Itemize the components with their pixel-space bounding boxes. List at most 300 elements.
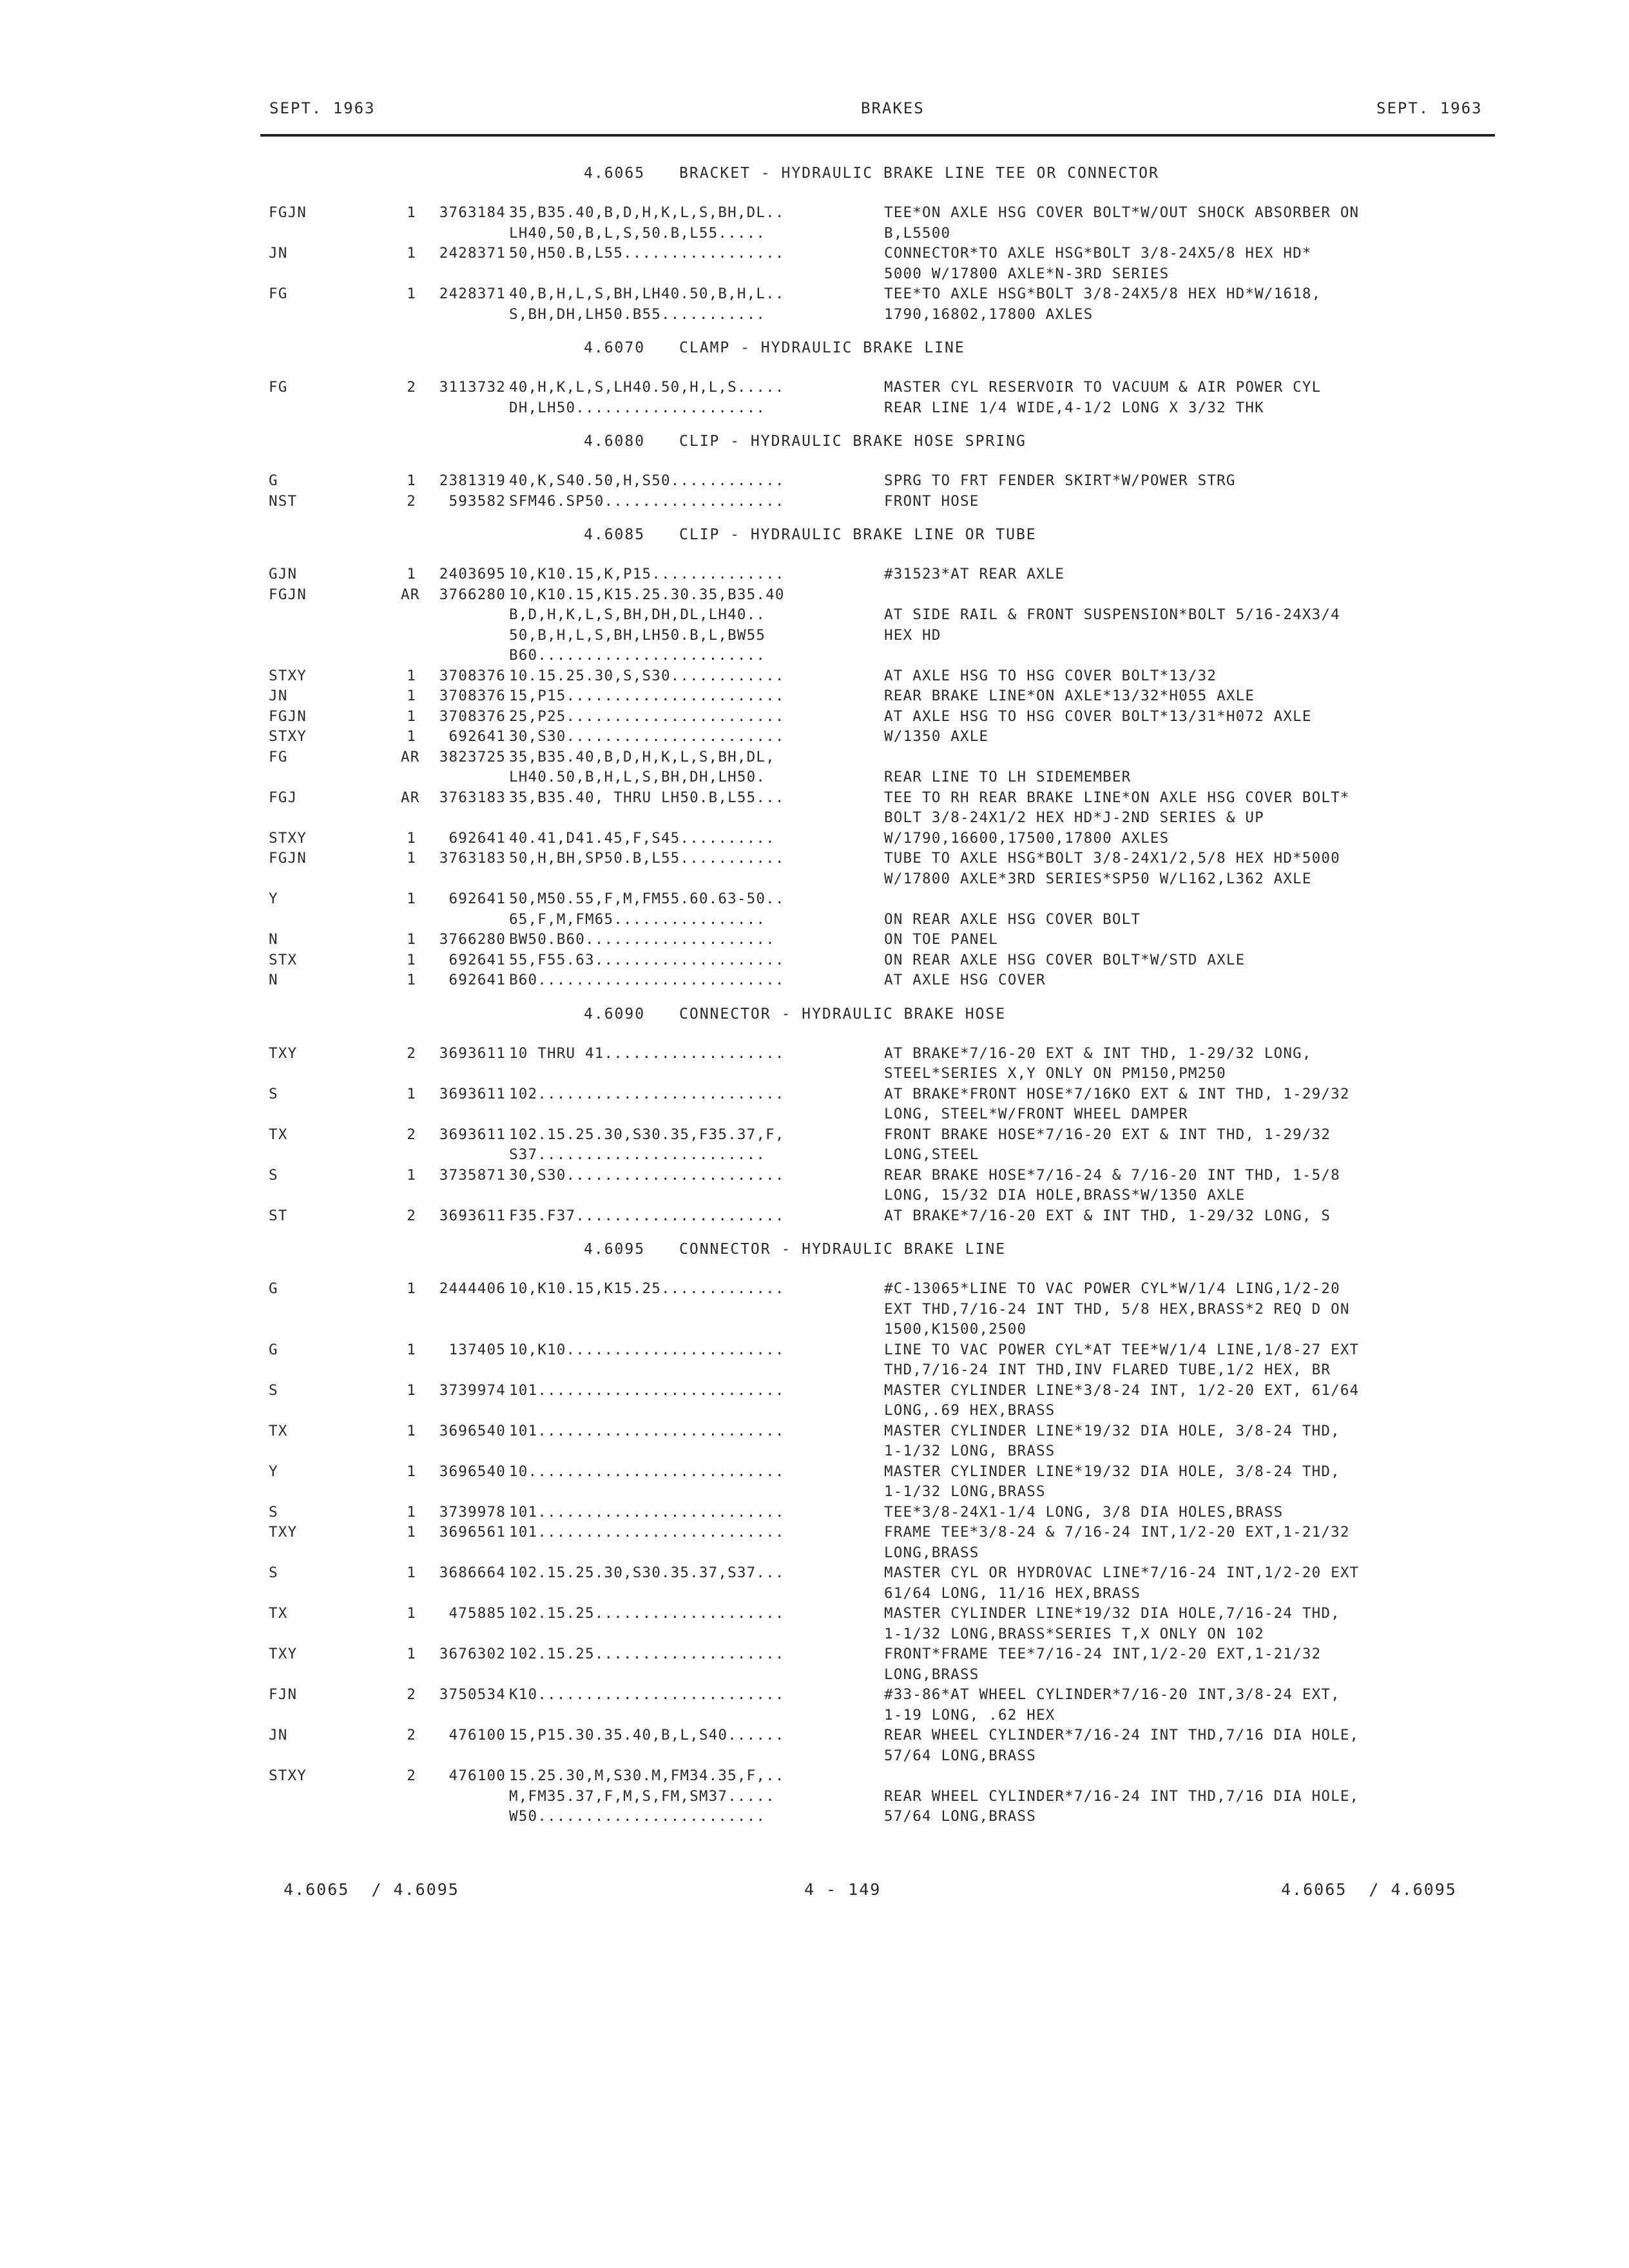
part-entry: [0, 1766, 1629, 1827]
application: 101..........................: [509, 1381, 785, 1399]
application: 35,B35.40, THRU LH50.B,L55...: [509, 789, 785, 806]
description: REAR LINE TO LH SIDEMEMBER: [884, 769, 1132, 785]
description: ON REAR AXLE HSG COVER BOLT*W/STD AXLE: [884, 951, 1246, 968]
section-heading: [584, 1004, 1629, 1024]
section-title: CLIP - HYDRAULIC BRAKE LINE OR TUBE: [679, 526, 1037, 543]
description: LONG,STEEL: [884, 1146, 979, 1163]
entry-line: [0, 1482, 1629, 1503]
entry-line: [0, 808, 1629, 829]
entry-line: [0, 1044, 1629, 1064]
description: AT AXLE HSG TO HSG COVER BOLT*13/31*H072 AXLE: [884, 707, 1312, 725]
part-number: 3693611: [439, 1126, 506, 1143]
part-entry: [0, 1166, 1629, 1206]
part-number: 2403695: [439, 566, 506, 582]
application: 10,K10.15,K15.25.30.35,B35.40: [509, 586, 785, 603]
section-heading: [584, 524, 1629, 545]
quantity: 1: [407, 1646, 416, 1662]
application: K10..........................: [509, 1686, 785, 1703]
model-code: TXY: [269, 1044, 298, 1062]
part-entry: [0, 829, 1629, 849]
model-code: S: [269, 1564, 278, 1581]
catalog-section: [0, 524, 1629, 999]
parts-listing: [0, 158, 1629, 1835]
description: REAR BRAKE HOSE*7/16-24 & 7/16-20 INT THD, 1-5/8: [884, 1166, 1340, 1184]
quantity: AR: [401, 789, 420, 806]
part-entry: [0, 930, 1629, 950]
catalog-section: [0, 1004, 1629, 1235]
entry-line: [0, 1084, 1629, 1105]
model-code: STXY: [269, 728, 307, 745]
application: 30,S30.......................: [509, 1166, 785, 1184]
part-entry: [0, 203, 1629, 244]
application: 10.15.25.30,S,S30............: [509, 667, 785, 684]
quantity: 1: [407, 1503, 416, 1521]
model-code: G: [269, 472, 278, 489]
application: B,D,H,K,L,S,BH,DH,DL,LH40..: [509, 606, 766, 623]
application: 25,P25.......................: [509, 707, 785, 725]
quantity: 1: [407, 566, 416, 582]
description: 1-19 LONG, .62 HEX: [884, 1706, 1055, 1724]
entry-line: [0, 203, 1629, 224]
quantity: 2: [407, 1126, 416, 1143]
quantity: 1: [407, 472, 416, 489]
application: 30,S30.......................: [509, 728, 785, 745]
part-entry: [0, 1381, 1629, 1421]
part-number: 3113732: [439, 379, 506, 396]
entry-line: [0, 1381, 1629, 1401]
quantity: 1: [407, 972, 416, 988]
part-entry: [0, 889, 1629, 930]
section-number: 4.6070: [584, 340, 646, 356]
model-code: FJN: [269, 1686, 298, 1703]
part-entry: [0, 1279, 1629, 1340]
entry-line: [0, 1644, 1629, 1665]
description: FRONT HOSE: [884, 492, 979, 510]
model-code: TXY: [269, 1646, 298, 1662]
part-entry: [0, 284, 1629, 325]
part-number: 3693611: [439, 1085, 506, 1102]
entry-line: [0, 585, 1629, 606]
model-code: FG: [269, 285, 288, 302]
model-code: FGJN: [269, 586, 307, 603]
application: 10 THRU 41...................: [509, 1044, 785, 1062]
part-entry: [0, 1421, 1629, 1462]
entry-line: [0, 1125, 1629, 1146]
application: 15,P15.......................: [509, 687, 785, 704]
description: REAR LINE 1/4 WIDE,4-1/2 LONG X 3/32 THK: [884, 399, 1264, 416]
description: 57/64 LONG,BRASS: [884, 1808, 1036, 1825]
entry-line: [0, 1166, 1629, 1186]
part-number: 3750534: [439, 1686, 506, 1703]
application: F35.F37......................: [509, 1207, 785, 1224]
section-number: 4.6085: [584, 526, 646, 543]
quantity: 1: [407, 1524, 416, 1541]
entry-line: [0, 1462, 1629, 1483]
part-number: 692641: [448, 829, 506, 847]
part-entry: [0, 244, 1629, 284]
section-heading: [584, 338, 1629, 358]
part-entry: [0, 727, 1629, 747]
entry-line: [0, 1604, 1629, 1624]
quantity: AR: [401, 586, 420, 603]
model-code: TX: [269, 1605, 288, 1622]
part-entry: [0, 1206, 1629, 1227]
entry-line: [0, 471, 1629, 492]
model-code: JN: [269, 245, 288, 262]
part-entry: [0, 1044, 1629, 1084]
description: TEE*ON AXLE HSG COVER BOLT*W/OUT SHOCK ABSORBER ON: [884, 204, 1360, 221]
part-number: 3739974: [439, 1381, 506, 1399]
application: 50,M50.55,F,M,FM55.60.63-50..: [509, 890, 785, 907]
description: LONG, STEEL*W/FRONT WHEEL DAMPER: [884, 1106, 1188, 1122]
part-entry: [0, 788, 1629, 829]
model-code: FGJN: [269, 850, 307, 867]
part-entry: [0, 585, 1629, 666]
description: W/1790,16600,17500,17800 AXLES: [884, 829, 1170, 847]
entry-line: [0, 1624, 1629, 1645]
description: 61/64 LONG, 11/16 HEX,BRASS: [884, 1584, 1141, 1602]
model-code: STX: [269, 951, 298, 968]
application: 40.41,D41.45,F,S45..........: [509, 829, 775, 847]
application: 102.15.25.30,S30.35,F35.37,F,: [509, 1126, 785, 1143]
quantity: 2: [407, 1044, 416, 1062]
quantity: 1: [407, 890, 416, 907]
description: SPRG TO FRT FENDER SKIRT*W/POWER STRG: [884, 472, 1236, 489]
entry-line: [0, 1584, 1629, 1604]
application: 102.15.25....................: [509, 1605, 785, 1622]
part-number: 3708376: [439, 707, 506, 725]
description: MASTER CYL OR HYDROVAC LINE*7/16-24 INT,1/2-20 EXT: [884, 1564, 1360, 1581]
catalog-section: [0, 163, 1629, 332]
model-code: S: [269, 1503, 278, 1521]
application: LH40,50,B,L,S,50.B,L55.....: [509, 224, 766, 242]
part-number: 3823725: [439, 748, 506, 765]
application: S37........................: [509, 1146, 766, 1163]
entry-line: [0, 767, 1629, 788]
part-number: 3735871: [439, 1166, 506, 1184]
quantity: 1: [407, 1381, 416, 1399]
part-number: 3708376: [439, 687, 506, 704]
part-number: 3696540: [439, 1463, 506, 1480]
description: B,L5500: [884, 224, 951, 242]
application: B60..........................: [509, 972, 785, 988]
application: 15,P15.30.35.40,B,L,S40......: [509, 1727, 785, 1744]
part-number: 3693611: [439, 1207, 506, 1224]
quantity: 1: [407, 1341, 416, 1358]
header-rule: [260, 134, 1495, 137]
description: EXT THD,7/16-24 INT THD, 5/8 HEX,BRASS*2 REQ D ON: [884, 1300, 1350, 1318]
description: BOLT 3/8-24X1/2 HEX HD*J-2ND SERIES & UP: [884, 809, 1264, 826]
entry-line: [0, 829, 1629, 849]
description: 1-1/32 LONG,BRASS: [884, 1483, 1046, 1500]
entry-line: [0, 1746, 1629, 1767]
entry-line: [0, 1665, 1629, 1686]
model-code: G: [269, 1280, 278, 1297]
section-title: CLIP - HYDRAULIC BRAKE HOSE SPRING: [679, 433, 1027, 450]
part-number: 692641: [448, 728, 506, 745]
entry-line: [0, 605, 1629, 626]
application: 102..........................: [509, 1085, 785, 1102]
section-number: 4.6080: [584, 433, 646, 450]
entry-line: [0, 305, 1629, 325]
quantity: 1: [407, 245, 416, 262]
application: 102.15.25.30,S30.35.37,S37...: [509, 1564, 785, 1581]
description: ON TOE PANEL: [884, 931, 998, 948]
entry-line: [0, 1320, 1629, 1340]
part-number: 3676302: [439, 1646, 506, 1662]
entry-line: [0, 1104, 1629, 1125]
entry-line: [0, 564, 1629, 585]
model-code: TX: [269, 1422, 288, 1439]
description: AT AXLE HSG TO HSG COVER BOLT*13/32: [884, 667, 1217, 684]
header-title: BRAKES: [861, 99, 925, 117]
description: 1-1/32 LONG,BRASS*SERIES T,X ONLY ON 102: [884, 1625, 1264, 1642]
part-entry: [0, 1125, 1629, 1166]
entry-line: [0, 970, 1629, 991]
description: #33-86*AT WHEEL CYLINDER*7/16-20 INT,3/8-24 EXT,: [884, 1686, 1340, 1703]
description: THD,7/16-24 INT THD,INV FLARED TUBE,1/2 HEX, BR: [884, 1361, 1331, 1378]
part-entry: [0, 707, 1629, 727]
quantity: 2: [407, 1686, 416, 1703]
model-code: FG: [269, 748, 288, 765]
entry-line: [0, 224, 1629, 244]
entry-line: [0, 244, 1629, 264]
model-code: STXY: [269, 667, 307, 684]
part-number: 2444406: [439, 1280, 506, 1297]
description: REAR WHEEL CYLINDER*7/16-24 INT THD,7/16 DIA HOLE,: [884, 1727, 1360, 1744]
entry-line: [0, 869, 1629, 890]
quantity: 1: [407, 829, 416, 847]
entry-line: [0, 1340, 1629, 1361]
part-number: 692641: [448, 951, 506, 968]
entry-line: [0, 264, 1629, 285]
quantity: 1: [407, 951, 416, 968]
description: 1500,K1500,2500: [884, 1321, 1027, 1338]
part-number: 476100: [448, 1727, 506, 1744]
entry-line: [0, 1807, 1629, 1827]
application: 35,B35.40,B,D,H,K,L,S,BH,DL..: [509, 204, 785, 221]
description: TEE TO RH REAR BRAKE LINE*ON AXLE HSG COVER BOLT*: [884, 789, 1350, 806]
model-code: N: [269, 972, 278, 988]
footer-range-right: 4.6065 / 4.6095: [1281, 1880, 1457, 1899]
entry-line: [0, 1543, 1629, 1564]
model-code: JN: [269, 1727, 288, 1744]
section-heading: [584, 431, 1629, 452]
quantity: 1: [407, 667, 416, 684]
description: W/1350 AXLE: [884, 728, 989, 745]
model-code: NST: [269, 492, 298, 510]
entry-line: [0, 1685, 1629, 1706]
part-number: 3696561: [439, 1524, 506, 1541]
application: 40,B,H,L,S,BH,LH40.50,B,H,L..: [509, 285, 785, 302]
part-entry: [0, 1523, 1629, 1563]
section-title: CONNECTOR - HYDRAULIC BRAKE LINE: [679, 1241, 1007, 1258]
part-entry: [0, 970, 1629, 991]
part-number: 3766280: [439, 931, 506, 948]
section-title: CONNECTOR - HYDRAULIC BRAKE HOSE: [679, 1005, 1007, 1023]
application: 102.15.25....................: [509, 1646, 785, 1662]
part-number: 2428371: [439, 245, 506, 262]
application: S,BH,DH,LH50.B55...........: [509, 305, 766, 323]
application: 40,H,K,L,S,LH40.50,H,L,S.....: [509, 379, 785, 396]
entry-line: [0, 1064, 1629, 1084]
quantity: 1: [407, 1085, 416, 1102]
description: CONNECTOR*TO AXLE HSG*BOLT 3/8-24X5/8 HEX HD*: [884, 245, 1312, 262]
model-code: FGJN: [269, 204, 307, 221]
description: 1790,16802,17800 AXLES: [884, 305, 1094, 323]
entry-line: [0, 1186, 1629, 1206]
model-code: S: [269, 1381, 278, 1399]
part-entry: [0, 686, 1629, 707]
entry-line: [0, 910, 1629, 930]
entry-line: [0, 747, 1629, 768]
entry-line: [0, 1563, 1629, 1584]
quantity: 1: [407, 931, 416, 948]
description: 57/64 LONG,BRASS: [884, 1747, 1036, 1764]
entry-line: [0, 788, 1629, 809]
entry-line: [0, 626, 1629, 646]
model-code: FGJ: [269, 789, 298, 806]
application: 50,H,BH,SP50.B,L55...........: [509, 850, 785, 867]
quantity: 1: [407, 204, 416, 221]
description: ON REAR AXLE HSG COVER BOLT: [884, 910, 1141, 928]
section-heading: [584, 1239, 1629, 1260]
application: M,FM35.37,F,M,S,FM,SM37.....: [509, 1787, 775, 1805]
part-number: 2428371: [439, 285, 506, 302]
description: MASTER CYLINDER LINE*19/32 DIA HOLE, 3/8-24 THD,: [884, 1463, 1340, 1480]
part-entry: [0, 1604, 1629, 1644]
application: LH40.50,B,H,L,S,BH,DH,LH50.: [509, 769, 766, 785]
part-entry: [0, 1685, 1629, 1725]
description: 1-1/32 LONG, BRASS: [884, 1443, 1055, 1459]
model-code: S: [269, 1166, 278, 1184]
entry-line: [0, 1787, 1629, 1807]
entry-line: [0, 930, 1629, 950]
model-code: JN: [269, 687, 288, 704]
entry-line: [0, 1503, 1629, 1523]
section-number: 4.6090: [584, 1005, 646, 1023]
quantity: 1: [407, 1422, 416, 1439]
part-entry: [0, 950, 1629, 971]
description: #31523*AT REAR AXLE: [884, 566, 1065, 582]
entry-line: [0, 849, 1629, 869]
part-entry: [0, 1644, 1629, 1685]
entry-line: [0, 492, 1629, 512]
description: FRONT*FRAME TEE*7/16-24 INT,1/2-20 EXT,1-21/32: [884, 1646, 1322, 1662]
model-code: S: [269, 1085, 278, 1102]
model-code: FG: [269, 379, 288, 396]
footer-range-left: 4.6065 / 4.6095: [284, 1880, 459, 1899]
part-entry: [0, 564, 1629, 585]
entry-line: [0, 1401, 1629, 1421]
application: W50........................: [509, 1808, 766, 1825]
entry-line: [0, 666, 1629, 687]
model-code: ST: [269, 1207, 288, 1224]
application: 15.25.30,M,S30.M,FM34.35,F,..: [509, 1767, 785, 1784]
part-entry: [0, 849, 1629, 889]
model-code: GJN: [269, 566, 298, 582]
part-number: 2381319: [439, 472, 506, 489]
catalog-section: [0, 431, 1629, 519]
part-entry: [0, 1340, 1629, 1381]
application: 10,K10.......................: [509, 1341, 785, 1358]
part-number: 3708376: [439, 667, 506, 684]
header-date-left: SEPT. 1963: [269, 99, 376, 117]
part-number: 475885: [448, 1605, 506, 1622]
part-entry: [0, 378, 1629, 418]
part-entry: [0, 1503, 1629, 1523]
section-heading: [584, 163, 1629, 184]
entry-line: [0, 1766, 1629, 1787]
model-code: Y: [269, 1463, 278, 1480]
entry-line: [0, 727, 1629, 747]
description: TEE*3/8-24X1-1/4 LONG, 3/8 DIA HOLES,BRASS: [884, 1503, 1284, 1521]
description: FRONT BRAKE HOSE*7/16-20 EXT & INT THD, 1-29/32: [884, 1126, 1331, 1143]
entry-line: [0, 889, 1629, 910]
entry-line: [0, 1279, 1629, 1300]
part-number: 137405: [448, 1341, 506, 1358]
part-entry: [0, 1563, 1629, 1604]
model-code: TX: [269, 1126, 288, 1143]
entry-line: [0, 1441, 1629, 1462]
part-number: 3739978: [439, 1503, 506, 1521]
part-number: 3763183: [439, 789, 506, 806]
part-entry: [0, 1725, 1629, 1766]
quantity: 2: [407, 1767, 416, 1784]
model-code: N: [269, 931, 278, 948]
description: AT BRAKE*7/16-20 EXT & INT THD, 1-29/32 LONG, S: [884, 1207, 1331, 1224]
part-entry: [0, 492, 1629, 512]
entry-line: [0, 1300, 1629, 1320]
description: LONG,.69 HEX,BRASS: [884, 1402, 1055, 1419]
quantity: 1: [407, 1280, 416, 1297]
part-number: 692641: [448, 890, 506, 907]
description: LONG,BRASS: [884, 1666, 979, 1683]
part-number: 3763184: [439, 204, 506, 221]
entry-line: [0, 1706, 1629, 1726]
entry-line: [0, 1206, 1629, 1227]
section-title: BRACKET - HYDRAULIC BRAKE LINE TEE OR CONNECTOR: [679, 165, 1159, 182]
entry-line: [0, 686, 1629, 707]
section-title: CLAMP - HYDRAULIC BRAKE LINE: [679, 340, 965, 356]
part-number: 3763183: [439, 850, 506, 867]
entry-line: [0, 1145, 1629, 1166]
application: 65,F,M,FM65................: [509, 910, 766, 928]
description: 5000 W/17800 AXLE*N-3RD SERIES: [884, 265, 1170, 282]
description: MASTER CYL RESERVOIR TO VACUUM & AIR POWER CYL: [884, 379, 1322, 396]
catalog-section: [0, 338, 1629, 426]
quantity: 2: [407, 1207, 416, 1224]
description: MASTER CYLINDER LINE*3/8-24 INT, 1/2-20 EXT, 61/64: [884, 1381, 1360, 1399]
quantity: 1: [407, 728, 416, 745]
entry-line: [0, 284, 1629, 305]
application: BW50.B60....................: [509, 931, 775, 948]
entry-line: [0, 1421, 1629, 1442]
model-code: Y: [269, 890, 278, 907]
quantity: 1: [407, 1564, 416, 1581]
description: AT BRAKE*7/16-20 EXT & INT THD, 1-29/32 LONG,: [884, 1044, 1312, 1062]
quantity: 2: [407, 492, 416, 510]
application: 101..........................: [509, 1422, 785, 1439]
part-entry: [0, 1084, 1629, 1125]
part-entry: [0, 1462, 1629, 1503]
header-date-right: SEPT. 1963: [1376, 99, 1483, 117]
description: FRAME TEE*3/8-24 & 7/16-24 INT,1/2-20 EXT,1-21/32: [884, 1524, 1350, 1541]
application: 35,B35.40,B,D,H,K,L,S,BH,DL,: [509, 748, 775, 765]
application: 40,K,S40.50,H,S50............: [509, 472, 785, 489]
application: 10...........................: [509, 1463, 785, 1480]
part-number: 476100: [448, 1767, 506, 1784]
